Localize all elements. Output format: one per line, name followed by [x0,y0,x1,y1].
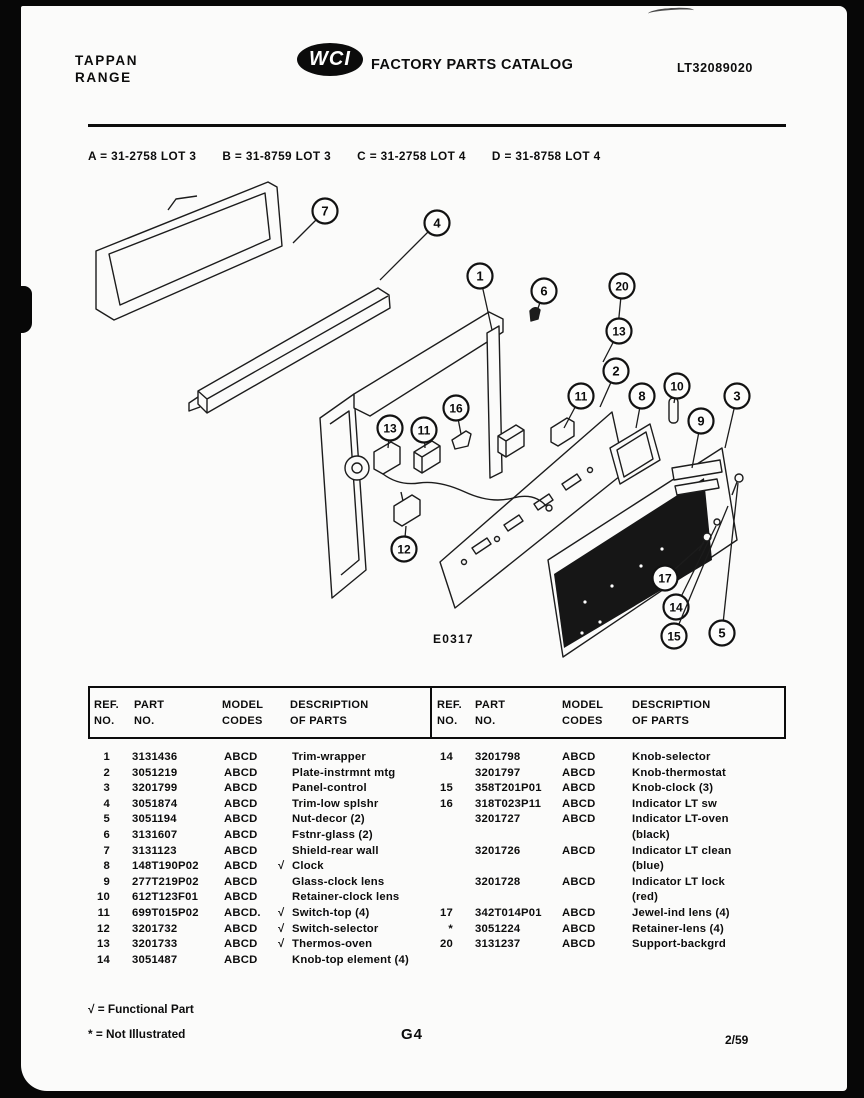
parts-table [88,686,786,986]
callout-number: 20 [615,279,629,294]
cell-ref-no: 14 [97,953,110,966]
cell-description: Nut-decor (2) [292,813,365,826]
cell-model-codes: ABCD [562,922,596,935]
cell-model-codes: ABCD [562,813,596,826]
cell-model-codes: ABCD. [224,906,261,919]
model-code-a: A = 31-2758 LOT 3 [88,149,197,163]
cell-functional-mark [278,828,292,844]
cell-part-no: 3201727 [475,813,521,826]
cell-ref-no [428,844,475,875]
cell-model-codes: ABCD [224,813,258,826]
callout-number: 15 [667,629,681,644]
callout-layer [293,199,750,649]
cell-model-codes: ABCD [562,766,596,779]
callout-number: 6 [540,283,548,299]
cell-part-no: 3131607 [132,828,178,841]
cell-ref-no: 1 [103,751,110,763]
callout-number: 10 [670,379,684,394]
scan-artifact-blotch [13,286,32,333]
cell-model-codes: ABCD [224,782,258,795]
callout-number: 4 [433,215,441,231]
cell-functional-mark [278,750,292,766]
cell-model-codes: ABCD [224,766,258,779]
parts-table-row [88,906,424,922]
cell-part-no: 3051487 [132,953,178,966]
callout-number: 5 [718,625,726,641]
cell-ref-no: 16 [440,797,453,810]
cell-description: Switch-selector [292,922,379,935]
cell-ref-no: * [448,922,453,935]
catalog-title: FACTORY PARTS CATALOG [371,57,574,73]
parts-table-row [88,812,424,828]
cell-description: Knob-clock (3) [632,782,714,795]
parts-table-row [428,937,784,953]
cell-part-no: 3131436 [132,751,178,763]
cell-functional-mark [278,766,292,782]
page-number: G4 [401,1026,424,1043]
cell-part-no: 3201798 [475,751,521,763]
callout-number: 12 [397,542,411,557]
parts-table-row [428,906,784,922]
cell-ref-no [428,875,475,906]
parts-table-row [428,844,784,875]
cell-description: Retainer-lens (4) [632,922,724,935]
cell-description: Fstnr-glass (2) [292,828,373,841]
cell-description-line2: (black) [632,828,670,841]
cell-description: Trim-wrapper [292,751,366,763]
header-ref-left: REF. NO. [94,699,120,727]
cell-part-no: 3131237 [475,938,521,951]
cell-model-codes: ABCD [562,906,596,919]
cell-model-codes: ABCD [224,875,258,888]
parts-table-row [88,937,424,953]
model-code-d: D = 31-8758 LOT 4 [491,149,601,163]
cell-functional-mark: √ [278,860,285,873]
cell-part-no: 3131123 [132,844,177,857]
parts-table-row [428,797,784,813]
brand-line1: TAPPAN [75,53,139,68]
callout-number: 11 [574,389,588,404]
cell-part-no: 3201733 [132,938,178,951]
cell-functional-mark [278,875,292,891]
header-part-left: PART NO. [134,699,165,727]
cell-description-line2: (red) [632,891,659,904]
wci-logo-text: WCI [309,48,351,70]
cell-model-codes: ABCD [224,751,258,763]
cell-model-codes: ABCD [562,938,596,951]
cell-model-codes: ABCD [562,797,596,810]
table-border-left [88,688,90,739]
parts-table-row [88,750,424,766]
header-codes-left: MODEL CODES [222,699,264,727]
cell-ref-no: 4 [103,797,110,810]
parts-table-right-body [428,750,784,953]
callout-number: 16 [449,401,463,416]
cell-description: Indicator LT-oven (black) [632,812,784,843]
parts-table-row [88,828,424,844]
parts-table-row [88,953,424,969]
cell-description: Retainer-clock lens [292,891,400,904]
parts-table-row [428,922,784,938]
parts-table-row [428,875,784,906]
legend-functional-part: √ = Functional Part [88,1002,194,1016]
cell-description-line2: (blue) [632,860,664,873]
parts-table-row [428,812,784,843]
cell-part-no: 3051219 [132,766,178,779]
cell-part-no: 699T015P02 [132,906,199,919]
cell-model-codes: ABCD [224,938,258,951]
callout-number: 8 [638,388,646,404]
table-border-right [784,688,786,739]
cell-description: Indicator LT sw [632,797,718,810]
cell-model-codes: ABCD [224,797,258,810]
cell-ref-no [428,766,475,782]
cell-model-codes: ABCD [562,875,596,888]
cell-ref-no: 11 [97,906,110,919]
cell-ref-no: 12 [97,922,110,935]
cell-functional-mark [278,797,292,813]
cell-functional-mark: √ [278,922,285,935]
parts-table-left-body [88,750,424,968]
cell-ref-no: 8 [103,860,110,873]
cell-model-codes: ABCD [562,782,596,795]
parts-table-row [88,797,424,813]
cell-part-no: 318T023P11 [475,797,542,810]
cell-ref-no: 15 [440,782,453,795]
cell-part-no: 3201732 [132,922,178,935]
cell-description: Glass-clock lens [292,875,385,888]
cell-model-codes: ABCD [224,844,258,857]
cell-ref-no: 14 [440,751,453,763]
cell-model-codes: ABCD [224,828,258,841]
parts-table-row [88,875,424,891]
callout-number: 7 [321,203,329,219]
cell-ref-no: 5 [103,813,110,826]
cell-functional-mark [278,844,292,860]
cell-part-no: 342T014P01 [475,906,542,919]
cell-ref-no: 7 [103,844,110,857]
document-number: LT32089020 [677,61,753,75]
callout-number: 17 [658,571,672,586]
parts-table-row [88,781,424,797]
cell-functional-mark [278,953,292,969]
legend-not-illustrated: * = Not Illustrated [88,1027,186,1041]
parts-table-row [88,890,424,906]
cell-functional-mark [278,781,292,797]
parts-table-row [88,859,424,875]
cell-description: Jewel-ind lens (4) [632,906,730,919]
callout-number: 9 [697,413,705,429]
sheet-number: 2/59 [725,1033,749,1047]
cell-part-no: 358T201P01 [475,782,542,795]
parts-table-row [88,844,424,860]
callout-number: 2 [612,363,620,379]
header-part-right: PART NO. [475,699,506,727]
cell-ref-no: 10 [97,891,110,904]
callout-number: 11 [417,423,431,438]
cell-model-codes: ABCD [224,922,258,935]
model-code-c: C = 31-2758 LOT 4 [357,149,466,163]
cell-part-no: 3051194 [132,813,177,826]
cell-ref-no: 17 [440,906,453,919]
cell-ref-no [428,812,475,843]
cell-description: Plate-instrmnt mtg [292,766,396,779]
cell-description: Switch-top (4) [292,906,370,919]
parts-table-row [428,750,784,766]
brand-line2: RANGE [75,70,132,85]
cell-ref-no: 3 [103,782,110,795]
cell-description: Panel-control [292,782,367,795]
cell-model-codes: ABCD [562,844,596,857]
cell-part-no: 3201728 [475,875,521,888]
cell-description: Trim-low splshr [292,797,379,810]
cell-model-codes: ABCD [224,953,258,966]
cell-part-no: 3201797 [475,766,521,779]
header-ref-right: REF. NO. [437,699,463,727]
callout-number: 14 [669,600,683,615]
cell-description: Shield-rear wall [292,844,379,857]
parts-table-row [88,766,424,782]
header-divider [88,124,786,127]
cell-model-codes: ABCD [224,891,258,904]
cell-ref-no: 6 [103,828,110,841]
cell-ref-no: 2 [103,766,110,779]
cell-part-no: 3201726 [475,844,521,857]
cell-description: Clock [292,860,324,873]
cell-part-no: 148T190P02 [132,860,199,873]
table-border-middle [430,688,432,739]
cell-description: Knob-thermostat [632,766,726,779]
cell-functional-mark: √ [278,938,285,951]
callout-number: 13 [612,324,626,339]
cell-description: Knob-top element (4) [292,953,409,966]
cell-description: Indicator LT clean (blue) [632,844,784,875]
brand-name [75,52,138,86]
table-header-divider [88,737,786,739]
cell-ref-no: 20 [440,938,453,951]
cell-part-no: 3051224 [475,922,521,935]
cell-functional-mark: √ [278,906,285,919]
cell-ref-no: 9 [103,875,110,888]
cell-model-codes: ABCD [562,751,596,763]
cell-part-no: 277T219P02 [132,875,199,888]
parts-table-row [428,766,784,782]
cell-part-no: 3051874 [132,797,178,810]
callout-number: 13 [383,421,397,436]
cell-part-no: 612T123F01 [132,891,199,904]
cell-description: Knob-selector [632,751,711,763]
header-codes-right: MODEL CODES [562,699,604,727]
parts-table-row [88,922,424,938]
cell-functional-mark [278,812,292,828]
diagram-code: E0317 [433,632,474,646]
header-desc-left: DESCRIPTION OF PARTS [290,699,369,727]
cell-ref-no: 13 [97,938,110,951]
cell-model-codes: ABCD [224,860,258,873]
cell-description: Indicator LT lock (red) [632,875,784,906]
cell-description: Support-backgrd [632,938,727,951]
wci-logo [297,43,363,76]
header-desc-right: DESCRIPTION OF PARTS [632,699,711,727]
cell-description: Thermos-oven [292,938,373,951]
model-code-b: B = 31-8759 LOT 3 [222,149,332,163]
callout-number: 3 [733,388,741,404]
cell-functional-mark [278,890,292,906]
exploded-parts-diagram [21,156,847,696]
cell-part-no: 3201799 [132,782,178,795]
callout-number: 1 [476,268,484,284]
parts-table-row [428,781,784,797]
catalog-page [21,6,847,1091]
